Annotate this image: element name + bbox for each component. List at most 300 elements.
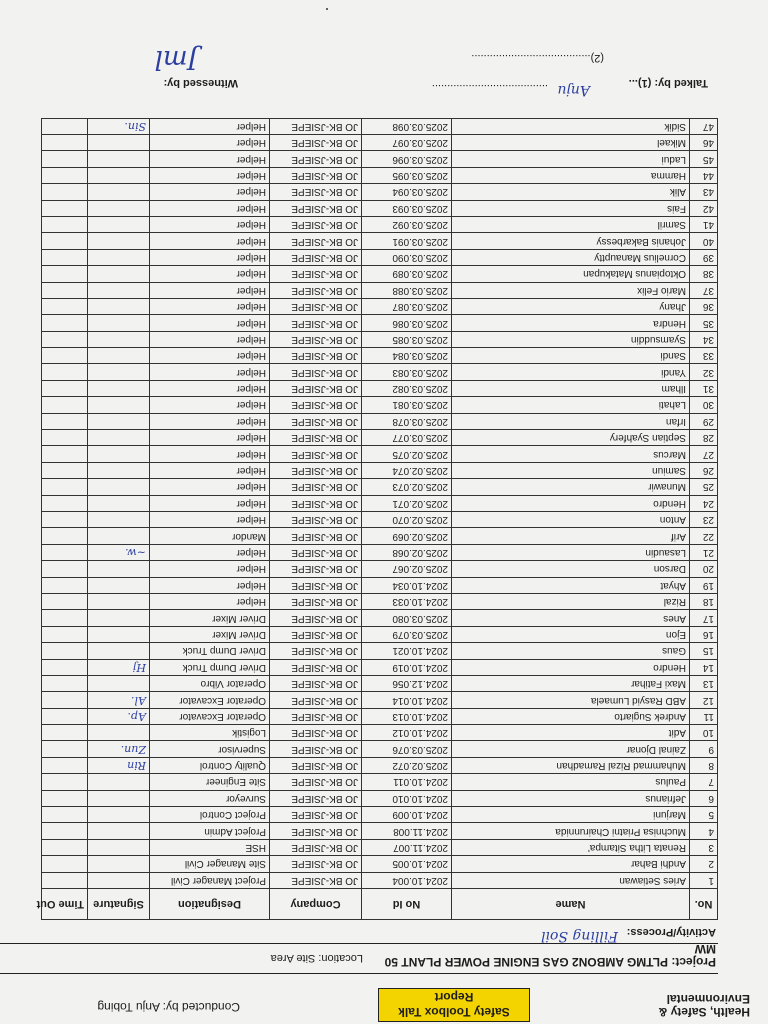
cell-no: 12 [690, 692, 718, 708]
second-talker-line: (2)....................................... [471, 52, 604, 64]
table-row [42, 577, 718, 593]
witnessed-by-label: Witnessed by: [163, 77, 238, 89]
cell-desig: Logistik [150, 725, 270, 741]
cell-name: Hendro [452, 495, 690, 511]
divider [0, 973, 718, 974]
cell-sig [88, 446, 150, 462]
col-header-designation: Designation [150, 889, 270, 920]
cell-time-out [42, 593, 88, 609]
cell-id: 2024.10.011 [362, 774, 452, 790]
cell-time-out [42, 282, 88, 298]
cell-sig [88, 774, 150, 790]
cell-desig: Helper [150, 380, 270, 396]
cell-no: 39 [690, 249, 718, 265]
cell-desig: Helper [150, 249, 270, 265]
table-row [42, 380, 718, 396]
table-row [42, 216, 718, 232]
table-row [42, 331, 718, 347]
cell-company: JO BK-JSIEPE [270, 692, 362, 708]
cell-company: JO BK-JSIEPE [270, 216, 362, 232]
cell-name: Hendra [452, 315, 690, 331]
table-row [42, 462, 718, 478]
cell-name: Samiun [452, 462, 690, 478]
cell-time-out [42, 741, 88, 757]
cell-no: 31 [690, 380, 718, 396]
cell-sig [88, 167, 150, 183]
cell-no: 27 [690, 446, 718, 462]
cell-id: 2025.03.094 [362, 184, 452, 200]
cell-name: Aries Setiawan [452, 872, 690, 888]
cell-sig [88, 380, 150, 396]
cell-desig: Driver Mixer [150, 626, 270, 642]
cell-id: 2025.03.078 [362, 413, 452, 429]
cell-no: 22 [690, 528, 718, 544]
cell-no: 38 [690, 266, 718, 282]
cell-time-out [42, 479, 88, 495]
table-row [42, 118, 718, 134]
cell-name: Anton [452, 512, 690, 528]
cell-desig: Helper [150, 593, 270, 609]
cell-no: 16 [690, 626, 718, 642]
cell-company: JO BK-JSIEPE [270, 659, 362, 675]
cell-no: 33 [690, 348, 718, 364]
col-header-time-out: Time Out [42, 889, 88, 920]
cell-no: 8 [690, 757, 718, 773]
cell-id: 2025.03.092 [362, 216, 452, 232]
cell-time-out [42, 233, 88, 249]
cell-no: 43 [690, 184, 718, 200]
cell-time-out [42, 839, 88, 855]
project-label: Project: PLTMG AMBON2 GAS ENGINE POWER PLANT 50 MW [384, 942, 716, 969]
cell-name: Sandi [452, 348, 690, 364]
cell-no: 46 [690, 135, 718, 151]
cell-name: Yandi [452, 364, 690, 380]
cell-sig [88, 282, 150, 298]
cell-no: 19 [690, 577, 718, 593]
location-label: Location: Site Area [270, 952, 363, 964]
cell-company: JO BK-JSIEPE [270, 544, 362, 560]
cell-time-out [42, 266, 88, 282]
cell-time-out [42, 528, 88, 544]
cell-desig: Site Engineer [150, 774, 270, 790]
table-row [42, 741, 718, 757]
table-row [42, 495, 718, 511]
cell-name: Muchnisa Priatni Chairunnida [452, 823, 690, 839]
cell-no: 36 [690, 298, 718, 314]
cell-name: Samril [452, 216, 690, 232]
cell-sig [88, 577, 150, 593]
cell-desig: Helper [150, 151, 270, 167]
cell-sig [88, 790, 150, 806]
table-row [42, 839, 718, 855]
cell-time-out [42, 610, 88, 626]
cell-name: Cornelius Manauptty [452, 249, 690, 265]
cell-id: 2025.03.091 [362, 233, 452, 249]
cell-no: 13 [690, 675, 718, 691]
cell-id: 2024.10.034 [362, 577, 452, 593]
cell-name: Fais [452, 200, 690, 216]
cell-time-out [42, 184, 88, 200]
table-row [42, 315, 718, 331]
cell-name: Maxi Fatihar [452, 675, 690, 691]
cell-desig: Helper [150, 462, 270, 478]
cell-sig: ~w. [88, 544, 150, 560]
table-row [42, 512, 718, 528]
table-row [42, 790, 718, 806]
cell-no: 20 [690, 561, 718, 577]
page-mark [326, 8, 328, 10]
table-row [42, 692, 718, 708]
cell-id: 2024.10.019 [362, 659, 452, 675]
cell-id: 2025.03.097 [362, 135, 452, 151]
cell-time-out [42, 823, 88, 839]
cell-sig [88, 233, 150, 249]
cell-name: Ladui [452, 151, 690, 167]
cell-desig: Mandor [150, 528, 270, 544]
cell-time-out [42, 757, 88, 773]
cell-sig [88, 200, 150, 216]
cell-no: 2 [690, 856, 718, 872]
cell-name: Syamsuddin [452, 331, 690, 347]
cell-company: JO BK-JSIEPE [270, 462, 362, 478]
cell-desig: Operator Excavator [150, 692, 270, 708]
cell-time-out [42, 380, 88, 396]
table-row [42, 151, 718, 167]
cell-time-out [42, 151, 88, 167]
cell-desig: Helper [150, 430, 270, 446]
cell-id: 2025.03.096 [362, 151, 452, 167]
cell-sig [88, 331, 150, 347]
cell-name: Ejon [452, 626, 690, 642]
cell-company: JO BK-JSIEPE [270, 348, 362, 364]
table-row [42, 479, 718, 495]
cell-id: 2025.03.082 [362, 380, 452, 396]
cell-desig: Helper [150, 331, 270, 347]
cell-desig: Helper [150, 135, 270, 151]
cell-name: Zainal Djonar [452, 741, 690, 757]
table-row [42, 774, 718, 790]
cell-sig [88, 249, 150, 265]
cell-time-out [42, 544, 88, 560]
cell-id: 2025.03.084 [362, 348, 452, 364]
cell-desig: Helper [150, 544, 270, 560]
table-row [42, 249, 718, 265]
cell-id: 2025.02.073 [362, 479, 452, 495]
table-row [42, 708, 718, 724]
table-row [42, 757, 718, 773]
cell-no: 47 [690, 118, 718, 134]
cell-desig: Helper [150, 561, 270, 577]
cell-desig: Helper [150, 479, 270, 495]
cell-time-out [42, 659, 88, 675]
cell-company: JO BK-JSIEPE [270, 512, 362, 528]
cell-id: 2025.02.072 [362, 757, 452, 773]
cell-id: 2025.02.070 [362, 512, 452, 528]
cell-name: Lahati [452, 397, 690, 413]
cell-sig [88, 151, 150, 167]
cell-no: 30 [690, 397, 718, 413]
cell-name: Mario Felix [452, 282, 690, 298]
cell-no: 23 [690, 512, 718, 528]
cell-time-out [42, 364, 88, 380]
cell-company: JO BK-JSIEPE [270, 610, 362, 626]
cell-id: 2025.03.081 [362, 397, 452, 413]
cell-company: JO BK-JSIEPE [270, 364, 362, 380]
table-row [42, 626, 718, 642]
cell-desig: Helper [150, 577, 270, 593]
cell-name: Rizal [452, 593, 690, 609]
cell-sig [88, 479, 150, 495]
cell-no: 28 [690, 430, 718, 446]
talked-by-line: ...................................... [431, 82, 548, 94]
cell-desig: HSE [150, 839, 270, 855]
cell-company: JO BK-JSIEPE [270, 839, 362, 855]
cell-no: 21 [690, 544, 718, 560]
cell-name: Muhammad Rizal Ramadhan [452, 757, 690, 773]
cell-company: JO BK-JSIEPE [270, 380, 362, 396]
cell-sig [88, 561, 150, 577]
table-row [42, 233, 718, 249]
cell-id: 2025.02.071 [362, 495, 452, 511]
cell-desig: Helper [150, 200, 270, 216]
cell-id: 2025.03.095 [362, 167, 452, 183]
cell-company: JO BK-JSIEPE [270, 708, 362, 724]
cell-name: Ahyat [452, 577, 690, 593]
cell-sig [88, 462, 150, 478]
cell-name: Marjuni [452, 807, 690, 823]
activity-handwriting: Filling Soil [540, 928, 618, 944]
conducted-by: Conducted by: Anju Tobing [97, 1000, 240, 1014]
cell-name: Andrek Sugiarto [452, 708, 690, 724]
cell-sig [88, 364, 150, 380]
table-row [42, 807, 718, 823]
cell-desig: Operator Vibro [150, 675, 270, 691]
cell-name: Renata Litha Sitampa' [452, 839, 690, 855]
cell-desig: Helper [150, 364, 270, 380]
col-header-company: Company [270, 889, 362, 920]
cell-time-out [42, 298, 88, 314]
cell-id: 2024.10.004 [362, 872, 452, 888]
cell-time-out [42, 167, 88, 183]
cell-id: 2025.02.067 [362, 561, 452, 577]
cell-desig: Helper [150, 512, 270, 528]
cell-desig: Driver Mixer [150, 610, 270, 626]
cell-no: 35 [690, 315, 718, 331]
cell-name: Mikael [452, 135, 690, 151]
cell-no: 9 [690, 741, 718, 757]
cell-company: JO BK-JSIEPE [270, 675, 362, 691]
table-row [42, 643, 718, 659]
cell-desig: Quality Control [150, 757, 270, 773]
cell-time-out [42, 135, 88, 151]
cell-company: JO BK-JSIEPE [270, 151, 362, 167]
cell-id: 2024.10.013 [362, 708, 452, 724]
cell-name: Darson [452, 561, 690, 577]
cell-time-out [42, 790, 88, 806]
cell-company: JO BK-JSIEPE [270, 856, 362, 872]
cell-no: 18 [690, 593, 718, 609]
cell-company: JO BK-JSIEPE [270, 249, 362, 265]
cell-time-out [42, 577, 88, 593]
cell-desig: Helper [150, 118, 270, 134]
cell-company: JO BK-JSIEPE [270, 298, 362, 314]
cell-id: 2024.12.056 [362, 675, 452, 691]
cell-desig: Helper [150, 216, 270, 232]
cell-no: 14 [690, 659, 718, 675]
cell-company: JO BK-JSIEPE [270, 233, 362, 249]
cell-no: 25 [690, 479, 718, 495]
cell-name: Alik [452, 184, 690, 200]
cell-sig [88, 298, 150, 314]
table-row [42, 446, 718, 462]
cell-desig: Helper [150, 266, 270, 282]
table-row [42, 856, 718, 872]
cell-desig: Helper [150, 298, 270, 314]
cell-id: 2025.03.085 [362, 331, 452, 347]
cell-no: 15 [690, 643, 718, 659]
cell-company: JO BK-JSIEPE [270, 266, 362, 282]
cell-sig [88, 643, 150, 659]
cell-desig: Helper [150, 233, 270, 249]
cell-sig [88, 610, 150, 626]
cell-id: 2024.10.005 [362, 856, 452, 872]
cell-time-out [42, 315, 88, 331]
table-row [42, 348, 718, 364]
talked-by-label: Talked by: (1)... [628, 77, 708, 89]
cell-company: JO BK-JSIEPE [270, 331, 362, 347]
cell-no: 1 [690, 872, 718, 888]
cell-company: JO BK-JSIEPE [270, 167, 362, 183]
cell-sig [88, 626, 150, 642]
cell-name: Oktopianus Matakupan [452, 266, 690, 282]
col-header-name: Name [452, 889, 690, 920]
cell-time-out [42, 872, 88, 888]
cell-id: 2024.11.007 [362, 839, 452, 855]
cell-sig [88, 135, 150, 151]
table-row [42, 544, 718, 560]
cell-sig: Zun. [88, 741, 150, 757]
cell-company: JO BK-JSIEPE [270, 725, 362, 741]
cell-sig [88, 823, 150, 839]
cell-sig [88, 430, 150, 446]
cell-no: 44 [690, 167, 718, 183]
col-header-id: No Id [362, 889, 452, 920]
cell-name: Jhany [452, 298, 690, 314]
cell-company: JO BK-JSIEPE [270, 446, 362, 462]
cell-time-out [42, 118, 88, 134]
table-row [42, 184, 718, 200]
cell-sig [88, 413, 150, 429]
cell-id: 2025.03.093 [362, 200, 452, 216]
cell-company: JO BK-JSIEPE [270, 430, 362, 446]
cell-id: 2025.03.079 [362, 626, 452, 642]
attendance-table [36, 118, 718, 920]
table-row [42, 397, 718, 413]
cell-desig: Helper [150, 184, 270, 200]
table-row [42, 266, 718, 282]
cell-no: 11 [690, 708, 718, 724]
cell-time-out [42, 512, 88, 528]
cell-desig: Helper [150, 446, 270, 462]
cell-name: Gaus [452, 643, 690, 659]
cell-sig [88, 216, 150, 232]
cell-name: Hamma [452, 167, 690, 183]
cell-company: JO BK-JSIEPE [270, 741, 362, 757]
cell-id: 2024.10.014 [362, 692, 452, 708]
cell-id: 2025.02.074 [362, 462, 452, 478]
table-row [42, 364, 718, 380]
cell-no: 37 [690, 282, 718, 298]
cell-company: JO BK-JSIEPE [270, 495, 362, 511]
cell-name: Anes [452, 610, 690, 626]
cell-desig: Project Manager Civil [150, 872, 270, 888]
cell-desig: Driver Dump Truck [150, 643, 270, 659]
table-header-row [42, 889, 718, 920]
cell-name: Ilham [452, 380, 690, 396]
hse-title: Health, Safety & Environmental [658, 992, 750, 1019]
table-row [42, 298, 718, 314]
table-row [42, 282, 718, 298]
cell-id: 2024.10.012 [362, 725, 452, 741]
cell-company: JO BK-JSIEPE [270, 118, 362, 134]
cell-time-out [42, 675, 88, 691]
cell-time-out [42, 331, 88, 347]
cell-name: ABD Rasyid Lumaela [452, 692, 690, 708]
cell-no: 42 [690, 200, 718, 216]
cell-id: 2025.03.089 [362, 266, 452, 282]
cell-id: 2024.10.021 [362, 643, 452, 659]
cell-desig: Project Admin [150, 823, 270, 839]
header-band [0, 966, 768, 1024]
cell-sig [88, 593, 150, 609]
cell-name: Irfan [452, 413, 690, 429]
cell-company: JO BK-JSIEPE [270, 282, 362, 298]
cell-sig: Hj [88, 659, 150, 675]
cell-company: JO BK-JSIEPE [270, 479, 362, 495]
cell-desig: Surveyor [150, 790, 270, 806]
cell-id: 2025.03.083 [362, 364, 452, 380]
table-row [42, 610, 718, 626]
cell-id: 2025.03.098 [362, 118, 452, 134]
cell-desig: Site Manager Civil [150, 856, 270, 872]
cell-company: JO BK-JSIEPE [270, 593, 362, 609]
cell-name: Andhi Bahar [452, 856, 690, 872]
cell-name: Arif [452, 528, 690, 544]
cell-no: 32 [690, 364, 718, 380]
cell-company: JO BK-JSIEPE [270, 561, 362, 577]
cell-company: JO BK-JSIEPE [270, 757, 362, 773]
table-row [42, 200, 718, 216]
cell-no: 7 [690, 774, 718, 790]
cell-time-out [42, 430, 88, 446]
cell-id: 2024.10.033 [362, 593, 452, 609]
cell-company: JO BK-JSIEPE [270, 807, 362, 823]
cell-desig: Helper [150, 282, 270, 298]
cell-no: 26 [690, 462, 718, 478]
cell-company: JO BK-JSIEPE [270, 184, 362, 200]
cell-id: 2025.03.090 [362, 249, 452, 265]
cell-id: 2024.11.008 [362, 823, 452, 839]
cell-desig: Helper [150, 495, 270, 511]
cell-id: 2025.02.069 [362, 528, 452, 544]
cell-name: Septian Syahfery [452, 430, 690, 446]
col-header-no: No. [690, 889, 718, 920]
cell-sig [88, 807, 150, 823]
cell-time-out [42, 462, 88, 478]
cell-desig: Supervisor [150, 741, 270, 757]
cell-name: Sidik [452, 118, 690, 134]
cell-no: 4 [690, 823, 718, 839]
